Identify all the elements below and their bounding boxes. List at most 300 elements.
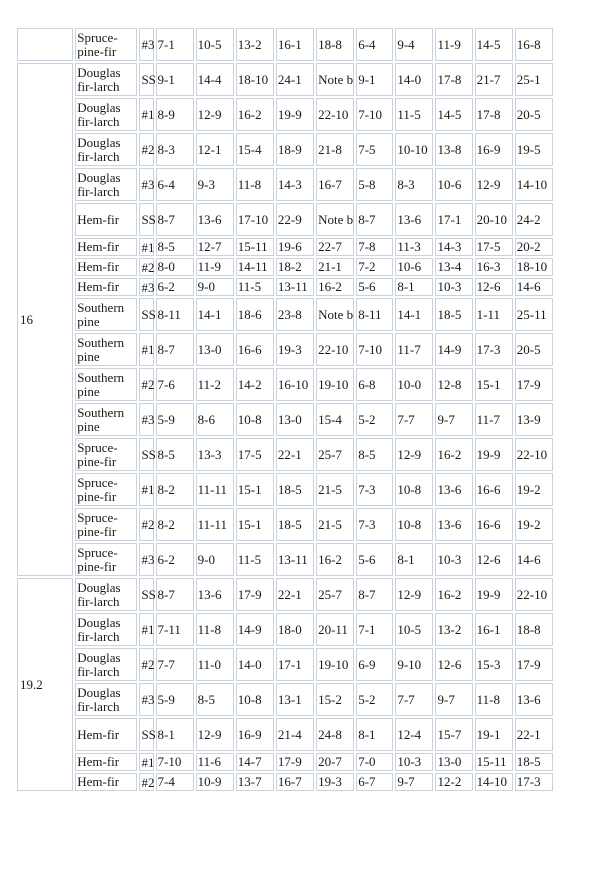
- grade-cell: SS: [139, 438, 153, 471]
- span-value-cell: 22-10: [316, 98, 354, 131]
- span-value-cell: 10-3: [435, 543, 472, 576]
- table-row: [17, 543, 553, 576]
- table-row: [17, 773, 553, 791]
- span-value-cell: 14-9: [236, 613, 274, 646]
- span-value-cell: 15-1: [236, 508, 274, 541]
- grade-cell: #2: [139, 648, 153, 681]
- table-row: [17, 333, 553, 366]
- span-value-cell: 7-4: [156, 773, 194, 791]
- span-value-cell: 7-1: [156, 28, 194, 61]
- span-value-cell: 14-6: [515, 278, 553, 296]
- span-value-cell: 8-7: [356, 203, 393, 236]
- table-row: [17, 613, 553, 646]
- species-cell: Southern pine: [75, 368, 137, 401]
- span-value-cell: 20-2: [515, 238, 553, 256]
- species-cell: Douglas fir-larch: [75, 98, 137, 131]
- span-value-cell: 18-0: [276, 613, 314, 646]
- span-value-cell: 8-7: [156, 203, 194, 236]
- grade-cell: #2: [139, 508, 153, 541]
- span-value-cell: 17-10: [236, 203, 274, 236]
- span-value-cell: 15-1: [475, 368, 513, 401]
- span-value-cell: 11-2: [196, 368, 234, 401]
- span-value-cell: 11-9: [196, 258, 234, 276]
- span-value-cell: 18-5: [276, 473, 314, 506]
- span-value-cell: 13-7: [236, 773, 274, 791]
- span-value-cell: 12-8: [435, 368, 472, 401]
- span-value-cell: 16-8: [515, 28, 553, 61]
- span-value-cell: 7-10: [156, 753, 194, 771]
- span-value-cell: 8-11: [156, 298, 194, 331]
- span-value-cell: 7-7: [156, 648, 194, 681]
- span-value-cell: 17-3: [475, 333, 513, 366]
- species-cell: Douglas fir-larch: [75, 683, 137, 716]
- span-value-cell: 11-5: [395, 98, 433, 131]
- table-row: [17, 648, 553, 681]
- span-value-cell: 14-4: [196, 63, 234, 96]
- table-row: [17, 753, 553, 771]
- span-value-cell: 18-2: [276, 258, 314, 276]
- span-value-cell: 8-1: [395, 278, 433, 296]
- span-value-cell: 12-9: [196, 718, 234, 751]
- span-value-cell: Note b: [316, 203, 354, 236]
- species-cell: Hem-fir: [75, 238, 137, 256]
- span-value-cell: 20-5: [515, 98, 553, 131]
- span-value-cell: 5-9: [156, 683, 194, 716]
- span-value-cell: 14-9: [435, 333, 472, 366]
- span-value-cell: 11-8: [236, 168, 274, 201]
- span-value-cell: 17-5: [475, 238, 513, 256]
- span-value-cell: 16-6: [475, 508, 513, 541]
- spacing-cell: 16: [17, 63, 73, 576]
- span-value-cell: 8-7: [156, 333, 194, 366]
- table-row: [17, 298, 553, 331]
- grade-cell: #3: [139, 168, 153, 201]
- span-value-cell: 11-11: [196, 508, 234, 541]
- span-value-cell: 17-8: [475, 98, 513, 131]
- span-value-cell: 6-4: [356, 28, 393, 61]
- span-value-cell: 12-9: [196, 98, 234, 131]
- span-value-cell: 13-2: [435, 613, 472, 646]
- span-value-cell: 21-5: [316, 508, 354, 541]
- span-value-cell: 12-4: [395, 718, 433, 751]
- span-value-cell: 14-1: [395, 298, 433, 331]
- span-value-cell: 9-1: [156, 63, 194, 96]
- span-value-cell: 16-2: [316, 543, 354, 576]
- span-value-cell: 15-7: [435, 718, 472, 751]
- span-value-cell: 14-5: [475, 28, 513, 61]
- species-cell: Southern pine: [75, 403, 137, 436]
- table-row: [17, 403, 553, 436]
- span-value-cell: 5-2: [356, 683, 393, 716]
- span-value-cell: 19-10: [316, 368, 354, 401]
- span-value-cell: 7-7: [395, 683, 433, 716]
- span-value-cell: 19-3: [276, 333, 314, 366]
- span-value-cell: 10-6: [435, 168, 472, 201]
- table-row: [17, 168, 553, 201]
- span-value-cell: 19-2: [515, 508, 553, 541]
- span-value-cell: 17-3: [515, 773, 553, 791]
- species-cell: Hem-fir: [75, 753, 137, 771]
- span-value-cell: 16-7: [316, 168, 354, 201]
- span-value-cell: 10-10: [395, 133, 433, 166]
- span-value-cell: 14-10: [515, 168, 553, 201]
- span-table: [15, 26, 555, 793]
- span-value-cell: 8-1: [395, 543, 433, 576]
- span-value-cell: 20-7: [316, 753, 354, 771]
- span-value-cell: 8-3: [156, 133, 194, 166]
- species-cell: Spruce-pine-fir: [75, 28, 137, 61]
- span-value-cell: 7-10: [356, 98, 393, 131]
- span-value-cell: 9-7: [395, 773, 433, 791]
- span-value-cell: 17-9: [515, 648, 553, 681]
- span-value-cell: 22-1: [276, 578, 314, 611]
- span-value-cell: 14-0: [236, 648, 274, 681]
- table-row: [17, 63, 553, 96]
- species-cell: Hem-fir: [75, 773, 137, 791]
- span-value-cell: 9-10: [395, 648, 433, 681]
- span-value-cell: 17-1: [276, 648, 314, 681]
- span-value-cell: 10-3: [435, 278, 472, 296]
- span-value-cell: 14-11: [236, 258, 274, 276]
- span-value-cell: 15-4: [236, 133, 274, 166]
- span-value-cell: 18-5: [435, 298, 472, 331]
- span-value-cell: 16-7: [276, 773, 314, 791]
- grade-cell: #3: [141, 279, 155, 295]
- span-value-cell: 13-0: [276, 403, 314, 436]
- grade-cell: #1: [141, 754, 155, 770]
- span-value-cell: 24-1: [276, 63, 314, 96]
- span-value-cell: 8-7: [356, 578, 393, 611]
- span-value-cell: 18-10: [515, 258, 553, 276]
- grade-cell: SS: [139, 718, 153, 751]
- span-value-cell: 22-7: [316, 238, 354, 256]
- span-value-cell: 10-0: [395, 368, 433, 401]
- span-value-cell: 9-0: [196, 543, 234, 576]
- grade-cell: #3: [139, 543, 153, 576]
- span-value-cell: 15-3: [475, 648, 513, 681]
- span-value-cell: 8-9: [156, 98, 194, 131]
- span-value-cell: 22-9: [276, 203, 314, 236]
- span-value-cell: 9-7: [435, 683, 472, 716]
- span-value-cell: 8-11: [356, 298, 393, 331]
- table-row: [17, 683, 553, 716]
- grade-cell: #1: [139, 613, 153, 646]
- span-value-cell: 10-5: [395, 613, 433, 646]
- span-value-cell: 22-10: [316, 333, 354, 366]
- span-value-cell: 8-0: [156, 258, 194, 276]
- grade-cell: #3: [139, 28, 153, 61]
- span-value-cell: 13-8: [435, 133, 472, 166]
- table-body: [17, 28, 553, 791]
- species-cell: Douglas fir-larch: [75, 648, 137, 681]
- span-value-cell: 24-2: [515, 203, 553, 236]
- table-row: [17, 133, 553, 166]
- span-value-cell: 7-1: [356, 613, 393, 646]
- span-value-cell: 13-4: [435, 258, 472, 276]
- span-value-cell: 14-10: [475, 773, 513, 791]
- span-value-cell: 14-0: [395, 63, 433, 96]
- span-value-cell: 22-1: [276, 438, 314, 471]
- span-value-cell: 16-2: [316, 278, 354, 296]
- grade-cell: SS: [139, 203, 153, 236]
- span-value-cell: 6-9: [356, 648, 393, 681]
- span-value-cell: 15-2: [316, 683, 354, 716]
- span-value-cell: 8-1: [156, 718, 194, 751]
- span-value-cell: 21-8: [316, 133, 354, 166]
- span-value-cell: 18-5: [515, 753, 553, 771]
- span-value-cell: 13-11: [276, 543, 314, 576]
- span-value-cell: 8-1: [356, 718, 393, 751]
- span-value-cell: 12-9: [395, 438, 433, 471]
- span-value-cell: 14-1: [196, 298, 234, 331]
- span-value-cell: 16-2: [236, 98, 274, 131]
- span-value-cell: 8-5: [156, 238, 194, 256]
- span-value-cell: 8-5: [156, 438, 194, 471]
- span-value-cell: 16-6: [475, 473, 513, 506]
- grade-cell: #2: [141, 259, 155, 275]
- span-value-cell: 15-4: [316, 403, 354, 436]
- span-value-cell: 20-5: [515, 333, 553, 366]
- span-value-cell: 19-9: [475, 438, 513, 471]
- span-value-cell: 13-6: [196, 578, 234, 611]
- span-value-cell: 13-6: [395, 203, 433, 236]
- species-cell: Spruce-pine-fir: [75, 543, 137, 576]
- span-value-cell: 10-9: [196, 773, 234, 791]
- species-cell: Douglas fir-larch: [75, 63, 137, 96]
- span-value-cell: 18-5: [276, 508, 314, 541]
- span-value-cell: 18-8: [515, 613, 553, 646]
- span-value-cell: 19-10: [316, 648, 354, 681]
- span-value-cell: 8-2: [156, 508, 194, 541]
- span-value-cell: 15-11: [236, 238, 274, 256]
- grade-cell: #1: [139, 473, 153, 506]
- span-value-cell: 25-1: [515, 63, 553, 96]
- species-cell: Douglas fir-larch: [75, 613, 137, 646]
- span-value-cell: 9-4: [395, 28, 433, 61]
- span-value-cell: 8-3: [395, 168, 433, 201]
- span-value-cell: 17-5: [236, 438, 274, 471]
- span-value-cell: 14-3: [435, 238, 472, 256]
- span-value-cell: 10-6: [395, 258, 433, 276]
- table-row: [17, 473, 553, 506]
- spacing-cell: [17, 28, 73, 61]
- span-value-cell: 16-1: [276, 28, 314, 61]
- grade-cell: #1: [139, 98, 153, 131]
- span-value-cell: 21-5: [316, 473, 354, 506]
- span-value-cell: 21-4: [276, 718, 314, 751]
- span-value-cell: 10-5: [196, 28, 234, 61]
- span-value-cell: 7-6: [156, 368, 194, 401]
- span-value-cell: 7-11: [156, 613, 194, 646]
- span-value-cell: 18-10: [236, 63, 274, 96]
- span-value-cell: 7-8: [356, 238, 393, 256]
- span-value-cell: 19-6: [276, 238, 314, 256]
- span-value-cell: 14-5: [435, 98, 472, 131]
- span-value-cell: 24-8: [316, 718, 354, 751]
- table-row: [17, 98, 553, 131]
- span-value-cell: 11-3: [395, 238, 433, 256]
- span-value-cell: 11-7: [475, 403, 513, 436]
- span-value-cell: 14-7: [236, 753, 274, 771]
- span-value-cell: 19-3: [316, 773, 354, 791]
- span-value-cell: 25-11: [515, 298, 553, 331]
- species-cell: Southern pine: [75, 333, 137, 366]
- span-value-cell: 14-6: [515, 543, 553, 576]
- span-value-cell: 13-6: [435, 473, 472, 506]
- span-value-cell: 13-6: [196, 203, 234, 236]
- span-value-cell: 16-2: [435, 438, 472, 471]
- grade-cell: SS: [139, 63, 153, 96]
- span-value-cell: 19-2: [515, 473, 553, 506]
- species-cell: Hem-fir: [75, 258, 137, 276]
- span-value-cell: 8-5: [356, 438, 393, 471]
- span-value-cell: 12-6: [475, 543, 513, 576]
- grade-cell: SS: [139, 298, 153, 331]
- species-cell: Spruce-pine-fir: [75, 473, 137, 506]
- span-value-cell: 20-11: [316, 613, 354, 646]
- table-row: [17, 238, 553, 256]
- grade-cell: #2: [139, 133, 153, 166]
- span-value-cell: 16-3: [475, 258, 513, 276]
- span-value-cell: 16-9: [475, 133, 513, 166]
- span-value-cell: 11-6: [196, 753, 234, 771]
- species-cell: Hem-fir: [75, 278, 137, 296]
- species-cell: Spruce-pine-fir: [75, 438, 137, 471]
- span-value-cell: 17-8: [435, 63, 472, 96]
- span-value-cell: 6-4: [156, 168, 194, 201]
- table-container: [15, 26, 555, 793]
- span-value-cell: 10-3: [395, 753, 433, 771]
- span-value-cell: 7-0: [356, 753, 393, 771]
- table-row: [17, 203, 553, 236]
- span-value-cell: 6-2: [156, 278, 194, 296]
- span-value-cell: 17-9: [276, 753, 314, 771]
- span-value-cell: 19-5: [515, 133, 553, 166]
- span-value-cell: 14-2: [236, 368, 274, 401]
- table-row: [17, 438, 553, 471]
- span-value-cell: 22-10: [515, 438, 553, 471]
- span-value-cell: 11-5: [236, 543, 274, 576]
- grade-cell: #3: [139, 403, 153, 436]
- span-value-cell: 10-8: [395, 473, 433, 506]
- species-cell: Douglas fir-larch: [75, 133, 137, 166]
- span-value-cell: 12-1: [196, 133, 234, 166]
- span-value-cell: 11-9: [435, 28, 472, 61]
- span-value-cell: 5-9: [156, 403, 194, 436]
- span-value-cell: 11-8: [196, 613, 234, 646]
- span-value-cell: 22-1: [515, 718, 553, 751]
- span-value-cell: 7-5: [356, 133, 393, 166]
- span-value-cell: 9-1: [356, 63, 393, 96]
- span-value-cell: Note b: [316, 63, 354, 96]
- span-value-cell: 10-8: [236, 683, 274, 716]
- span-value-cell: 8-2: [156, 473, 194, 506]
- span-value-cell: 13-2: [236, 28, 274, 61]
- span-value-cell: 7-10: [356, 333, 393, 366]
- span-value-cell: 21-1: [316, 258, 354, 276]
- span-value-cell: 5-6: [356, 278, 393, 296]
- table-row: [17, 578, 553, 611]
- table-row: [17, 258, 553, 276]
- span-value-cell: 8-6: [196, 403, 234, 436]
- span-value-cell: 11-0: [196, 648, 234, 681]
- span-value-cell: 5-2: [356, 403, 393, 436]
- span-value-cell: 16-9: [236, 718, 274, 751]
- span-value-cell: 12-7: [196, 238, 234, 256]
- span-value-cell: 6-2: [156, 543, 194, 576]
- span-value-cell: 10-8: [236, 403, 274, 436]
- table-row: [17, 718, 553, 751]
- grade-cell: #3: [139, 683, 153, 716]
- table-row: [17, 28, 553, 61]
- span-value-cell: 13-0: [196, 333, 234, 366]
- span-value-cell: 12-6: [475, 278, 513, 296]
- span-value-cell: 12-9: [395, 578, 433, 611]
- span-value-cell: 9-0: [196, 278, 234, 296]
- span-value-cell: 13-9: [515, 403, 553, 436]
- span-value-cell: 16-10: [276, 368, 314, 401]
- span-value-cell: 12-6: [435, 648, 472, 681]
- span-value-cell: 9-3: [196, 168, 234, 201]
- span-value-cell: 13-6: [515, 683, 553, 716]
- span-value-cell: 7-2: [356, 258, 393, 276]
- table-row: [17, 508, 553, 541]
- span-value-cell: 7-3: [356, 473, 393, 506]
- span-value-cell: 11-5: [236, 278, 274, 296]
- span-value-cell: 22-10: [515, 578, 553, 611]
- span-value-cell: Note b: [316, 298, 354, 331]
- span-value-cell: 19-9: [276, 98, 314, 131]
- species-cell: Spruce-pine-fir: [75, 508, 137, 541]
- span-value-cell: 13-3: [196, 438, 234, 471]
- table-row: [17, 278, 553, 296]
- species-cell: Hem-fir: [75, 203, 137, 236]
- span-value-cell: 10-8: [395, 508, 433, 541]
- span-value-cell: 13-1: [276, 683, 314, 716]
- span-value-cell: 13-6: [435, 508, 472, 541]
- span-value-cell: 17-1: [435, 203, 472, 236]
- span-value-cell: 5-8: [356, 168, 393, 201]
- grade-cell: #2: [141, 774, 155, 790]
- span-value-cell: 12-2: [435, 773, 472, 791]
- spacing-cell: 19.2: [17, 578, 73, 791]
- span-value-cell: 18-9: [276, 133, 314, 166]
- span-value-cell: 25-7: [316, 438, 354, 471]
- span-value-cell: 7-3: [356, 508, 393, 541]
- span-value-cell: 9-7: [435, 403, 472, 436]
- span-value-cell: 11-7: [395, 333, 433, 366]
- table-row: [17, 368, 553, 401]
- span-value-cell: 20-10: [475, 203, 513, 236]
- span-value-cell: 18-8: [316, 28, 354, 61]
- grade-cell: #1: [139, 333, 153, 366]
- grade-cell: SS: [139, 578, 153, 611]
- span-value-cell: 25-7: [316, 578, 354, 611]
- span-value-cell: 19-1: [475, 718, 513, 751]
- span-value-cell: 19-9: [475, 578, 513, 611]
- span-value-cell: 16-2: [435, 578, 472, 611]
- species-cell: Douglas fir-larch: [75, 168, 137, 201]
- grade-cell: #1: [141, 239, 155, 255]
- span-value-cell: 15-11: [475, 753, 513, 771]
- span-value-cell: 13-11: [276, 278, 314, 296]
- span-value-cell: 16-6: [236, 333, 274, 366]
- span-value-cell: 11-8: [475, 683, 513, 716]
- grade-cell: #2: [139, 368, 153, 401]
- span-value-cell: 6-8: [356, 368, 393, 401]
- span-value-cell: 1-11: [475, 298, 513, 331]
- span-value-cell: 12-9: [475, 168, 513, 201]
